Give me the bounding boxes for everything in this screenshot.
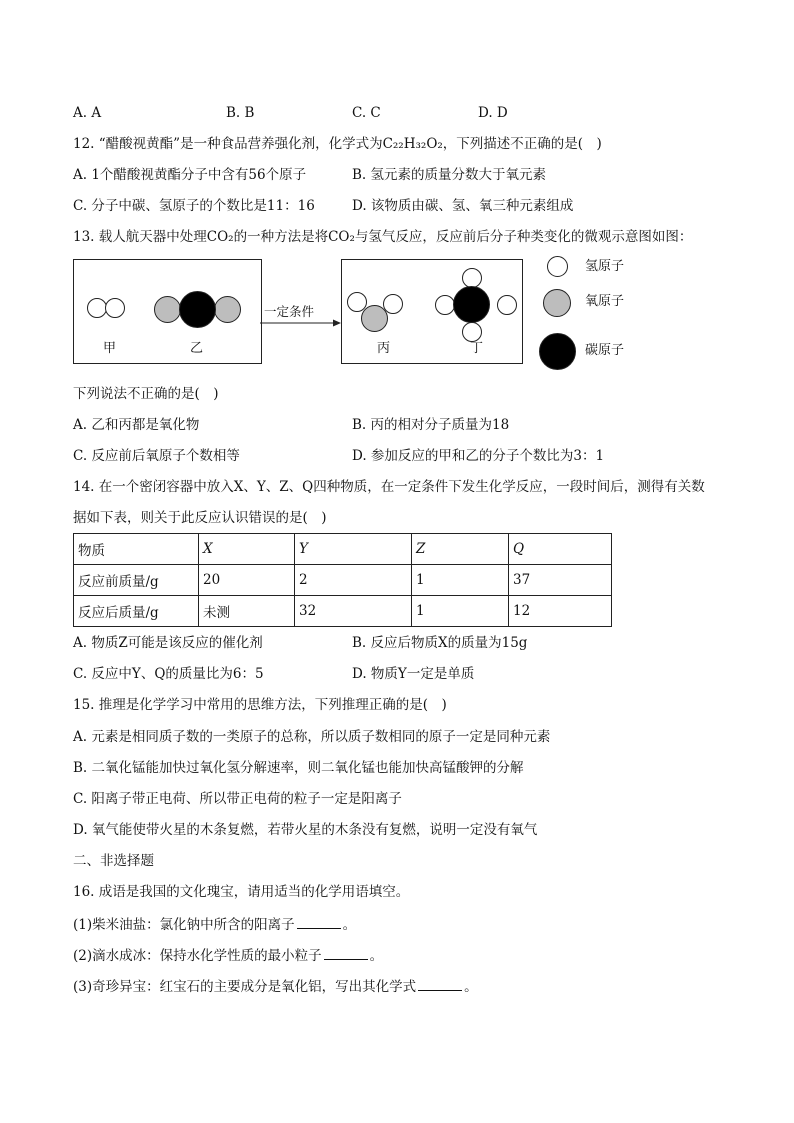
hydrogen-atom [462, 268, 482, 288]
q11-option-a: A. A [73, 105, 102, 121]
q16-item-text: (1)柴米油盐：氯化钠中所含的阳离子 [73, 917, 295, 933]
q13-option-c: C. 反应前后氧原子个数相等 [73, 448, 240, 464]
q11-option-c: C. C [352, 105, 381, 121]
q13-option-d: D. 参加反应的甲和乙的分子个数比为3：1 [352, 448, 605, 464]
table-cell: 12 [509, 596, 612, 627]
q16-item-2 [73, 946, 383, 965]
q11-option-d: D. D [478, 105, 508, 121]
hydrogen-atom [497, 295, 517, 315]
q16-item-3 [73, 977, 478, 996]
carbon-atom [179, 291, 216, 328]
table-cell: X [199, 534, 295, 565]
legend-oxygen-label: 氧原子 [585, 294, 625, 309]
oxygen-atom [361, 305, 388, 332]
table-cell: 反应后质量/g [74, 596, 199, 627]
table-cell: 物质 [74, 534, 199, 565]
table-cell: 2 [295, 565, 412, 596]
label-yi: 乙 [190, 341, 204, 356]
table-cell: 反应前质量/g [74, 565, 199, 596]
q16-item-end: 。 [342, 917, 357, 933]
label-ding: 丁 [470, 341, 484, 356]
table-cell: 32 [295, 596, 412, 627]
answer-blank[interactable] [297, 915, 341, 929]
table-cell: Y [295, 534, 412, 565]
table-cell: 20 [199, 565, 295, 596]
answer-blank[interactable] [418, 977, 462, 991]
q13-option-b: B. 丙的相对分子质量为18 [352, 417, 510, 433]
oxygen-atom [154, 296, 181, 323]
q16-item-1 [73, 915, 356, 934]
hydrogen-atom [435, 295, 455, 315]
q14-stem-line1: 14. 在一个密闭容器中放入X、Y、Z、Q四种物质，在一定条件下发生化学反应，一段时间后，测得有关数 [73, 479, 705, 495]
q14-option-c: C. 反应中Y、Q的质量比为6：5 [73, 666, 264, 682]
hydrogen-atom [87, 298, 107, 318]
legend-hydrogen-atom [547, 256, 568, 277]
table-row [74, 565, 612, 596]
section-heading: 二、非选择题 [73, 853, 154, 869]
table-header-row [74, 534, 612, 565]
q16-item-end: 。 [464, 979, 478, 995]
q12-option-b: B. 氢元素的质量分数大于氧元素 [352, 167, 547, 183]
legend-oxygen-atom [543, 289, 571, 317]
q15-option-b: B. 二氧化锰能加快过氧化氢分解速率，则二氧化锰也能加快高锰酸钾的分解 [73, 760, 524, 776]
reaction-arrow [260, 318, 342, 328]
q15-stem: 15. 推理是化学学习中常用的思维方法，下列推理正确的是( ) [73, 697, 447, 713]
hydrogen-atom [462, 322, 482, 342]
q13-sub: 下列说法不正确的是( ) [73, 386, 219, 402]
mass-table [73, 533, 612, 627]
q16-item-end: 。 [369, 948, 384, 964]
table-cell: 1 [412, 596, 509, 627]
q12-option-d: D. 该物质由碳、氢、氧三种元素组成 [352, 198, 574, 214]
q12-stem: 12. “醋酸视黄酯”是一种食品营养强化剂，化学式为C₂₂H₃₂O₂，下列描述不正确的是( ) [73, 136, 602, 152]
legend-carbon-label: 碳原子 [585, 343, 625, 358]
q12-option-a: A. 1个醋酸视黄酯分子中含有56个原子 [73, 167, 307, 183]
q15-option-c: C. 阳离子带正电荷、所以带正电荷的粒子一定是阳离子 [73, 791, 402, 807]
q15-option-d: D. 氧气能使带火星的木条复燃，若带火星的木条没有复燃，说明一定没有氧气 [73, 822, 538, 838]
table-cell: 未测 [199, 596, 295, 627]
oxygen-atom [214, 296, 241, 323]
hydrogen-atom [105, 298, 125, 318]
q15-option-a: A. 元素是相同质子数的一类原子的总称，所以质子数相同的原子一定是同种元素 [73, 729, 551, 745]
q14-option-b: B. 反应后物质X的质量为15g [352, 635, 528, 651]
table-cell: 37 [509, 565, 612, 596]
q14-option-a: A. 物质Z可能是该反应的催化剂 [73, 635, 263, 651]
q16-stem: 16. 成语是我国的文化瑰宝，请用适当的化学用语填空。 [73, 884, 410, 900]
table-cell: Z [412, 534, 509, 565]
arrow-label: 一定条件 [264, 304, 315, 319]
q14-stem-line2: 据如下表，则关于此反应认识错误的是( ) [73, 510, 327, 526]
q13-stem: 13. 载人航天器中处理CO₂的一种方法是将CO₂与氢气反应，反应前后分子种类变化的微观示意图如图： [73, 229, 693, 245]
table-row [74, 596, 612, 627]
table-cell: Q [509, 534, 612, 565]
answer-blank[interactable] [324, 946, 368, 960]
q11-option-b: B. B [226, 105, 255, 121]
label-bing: 丙 [377, 341, 391, 356]
label-jia: 甲 [103, 341, 117, 356]
q12-option-c: C. 分子中碳、氢原子的个数比是11：16 [73, 198, 315, 214]
legend-hydrogen-label: 氢原子 [585, 259, 625, 274]
q14-option-d: D. 物质Y一定是单质 [352, 666, 475, 682]
q16-item-text: (2)滴水成冰：保持水化学性质的最小粒子 [73, 948, 322, 964]
legend-carbon-atom [539, 333, 576, 370]
q13-option-a: A. 乙和丙都是氧化物 [73, 417, 200, 433]
table-cell: 1 [412, 565, 509, 596]
q16-item-text: (3)奇珍异宝：红宝石的主要成分是氧化铝，写出其化学式 [73, 979, 417, 995]
carbon-atom [453, 286, 490, 323]
